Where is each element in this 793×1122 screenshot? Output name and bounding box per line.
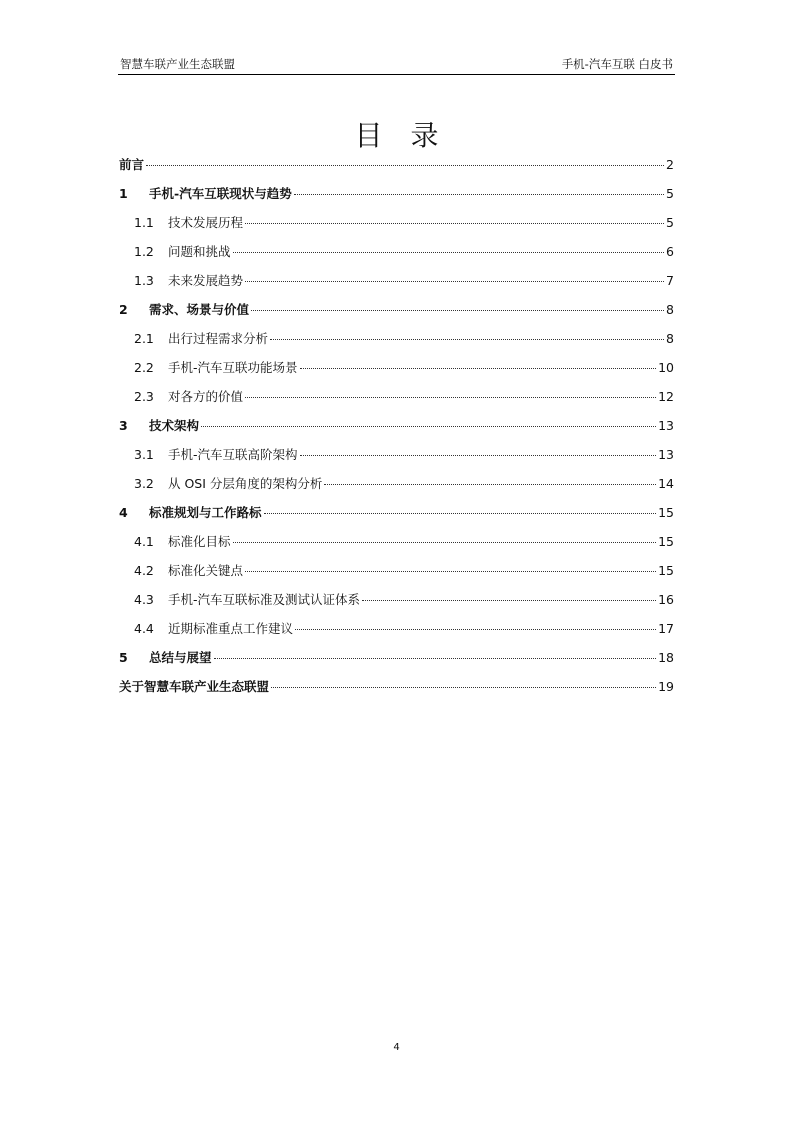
toc-entry-label[interactable]: 手机-汽车互联现状与趋势 (149, 186, 292, 201)
toc-entry[interactable] (119, 269, 674, 298)
toc-entry[interactable] (119, 530, 674, 559)
toc-dot-leader (264, 513, 657, 514)
toc-dot-leader (146, 165, 664, 166)
toc-entry-page[interactable]: 19 (658, 679, 674, 694)
toc-entry[interactable] (119, 443, 674, 472)
toc-entry[interactable] (119, 559, 674, 588)
toc-entry-page[interactable]: 8 (666, 331, 674, 346)
toc-entry-number: 3.2 (134, 476, 154, 491)
toc-entry-page[interactable]: 15 (658, 534, 674, 549)
toc-entry-label[interactable]: 标准化关键点 (168, 563, 244, 578)
toc-entry[interactable] (119, 356, 674, 385)
toc-entry[interactable] (119, 182, 674, 211)
toc-entry-number: 2.3 (134, 389, 154, 404)
toc-entry-label[interactable]: 标准化目标 (168, 534, 231, 549)
toc-entry[interactable] (119, 240, 674, 269)
toc-entry[interactable] (119, 211, 674, 240)
toc-entry-number: 4.3 (134, 592, 154, 607)
toc-dot-leader (201, 426, 656, 427)
toc-entry[interactable] (119, 385, 674, 414)
toc-entry-label[interactable]: 前言 (119, 157, 145, 172)
toc-dot-leader (300, 368, 657, 369)
toc-dot-leader (245, 397, 656, 398)
toc-entry-number: 5 (119, 650, 128, 665)
toc-dot-leader (295, 629, 656, 630)
table-of-contents (119, 153, 674, 704)
toc-entry-label[interactable]: 标准规划与工作路标 (149, 505, 262, 520)
toc-entry-page[interactable]: 6 (666, 244, 674, 259)
toc-entry-page[interactable]: 15 (658, 505, 674, 520)
toc-dot-leader (245, 281, 664, 282)
toc-dot-leader (245, 571, 656, 572)
toc-entry-page[interactable]: 17 (658, 621, 674, 636)
toc-dot-leader (233, 252, 665, 253)
toc-entry-label[interactable]: 手机-汽车互联高阶架构 (168, 447, 298, 462)
toc-entry-label[interactable]: 关于智慧车联产业生态联盟 (119, 679, 270, 694)
header-document-title: 手机-汽车互联 白皮书 (561, 57, 673, 71)
toc-entry-label[interactable]: 从 OSI 分层角度的架构分析 (168, 476, 323, 491)
toc-dot-leader (233, 542, 657, 543)
toc-entry-label[interactable]: 近期标准重点工作建议 (168, 621, 294, 636)
toc-entry-page[interactable]: 15 (658, 563, 674, 578)
toc-entry-label[interactable]: 未来发展趋势 (168, 273, 244, 288)
toc-entry-page[interactable]: 18 (658, 650, 674, 665)
toc-entry[interactable] (119, 414, 674, 443)
toc-entry-number: 4.1 (134, 534, 154, 549)
toc-dot-leader (362, 600, 656, 601)
toc-entry-page[interactable]: 12 (658, 389, 674, 404)
toc-entry-label[interactable]: 需求、场景与价值 (149, 302, 250, 317)
toc-entry-number: 2.2 (134, 360, 154, 375)
toc-entry-page[interactable]: 10 (658, 360, 674, 375)
toc-entry-label[interactable]: 问题和挑战 (168, 244, 231, 259)
toc-entry-page[interactable]: 8 (666, 302, 674, 317)
page-header (118, 56, 675, 75)
page-number: 4 (393, 1042, 400, 1053)
toc-entry[interactable] (119, 617, 674, 646)
toc-entry[interactable] (119, 153, 674, 182)
toc-entry-label[interactable]: 对各方的价值 (168, 389, 244, 404)
header-organization: 智慧车联产业生态联盟 (120, 57, 235, 71)
toc-entry-page[interactable]: 14 (658, 476, 674, 491)
toc-entry-label[interactable]: 技术架构 (149, 418, 200, 433)
toc-dot-leader (300, 455, 657, 456)
toc-entry-page[interactable]: 7 (666, 273, 674, 288)
toc-entry-number: 2 (119, 302, 128, 317)
toc-entry-page[interactable]: 5 (666, 186, 674, 201)
toc-entry[interactable] (119, 588, 674, 617)
toc-entry[interactable] (119, 472, 674, 501)
toc-entry-page[interactable]: 2 (666, 157, 674, 172)
toc-entry-label[interactable]: 总结与展望 (149, 650, 212, 665)
toc-entry-number: 3.1 (134, 447, 154, 462)
toc-entry[interactable] (119, 675, 674, 704)
toc-entry[interactable] (119, 646, 674, 675)
toc-dot-leader (214, 658, 657, 659)
toc-entry-number: 1.1 (134, 215, 154, 230)
toc-entry-page[interactable]: 16 (658, 592, 674, 607)
toc-entry-page[interactable]: 13 (658, 418, 674, 433)
toc-entry-number: 1 (119, 186, 128, 201)
toc-entry[interactable] (119, 298, 674, 327)
toc-entry-label[interactable]: 手机-汽车互联标准及测试认证体系 (168, 592, 361, 607)
toc-entry-number: 1.3 (134, 273, 154, 288)
toc-entry-label[interactable]: 手机-汽车互联功能场景 (168, 360, 298, 375)
toc-dot-leader (294, 194, 664, 195)
toc-entry-number: 4.4 (134, 621, 154, 636)
toc-entry-label[interactable]: 出行过程需求分析 (168, 331, 269, 346)
toc-dot-leader (251, 310, 664, 311)
toc-entry[interactable] (119, 327, 674, 356)
toc-entry[interactable] (119, 501, 674, 530)
toc-entry-number: 2.1 (134, 331, 154, 346)
toc-entry-number: 4 (119, 505, 128, 520)
toc-dot-leader (245, 223, 664, 224)
toc-dot-leader (324, 484, 656, 485)
toc-entry-number: 4.2 (134, 563, 154, 578)
toc-dot-leader (271, 687, 656, 688)
toc-dot-leader (270, 339, 664, 340)
toc-entry-number: 3 (119, 418, 128, 433)
toc-entry-page[interactable]: 13 (658, 447, 674, 462)
toc-entry-label[interactable]: 技术发展历程 (168, 215, 244, 230)
toc-entry-page[interactable]: 5 (666, 215, 674, 230)
toc-title: 目录 (354, 119, 467, 152)
toc-entry-number: 1.2 (134, 244, 154, 259)
